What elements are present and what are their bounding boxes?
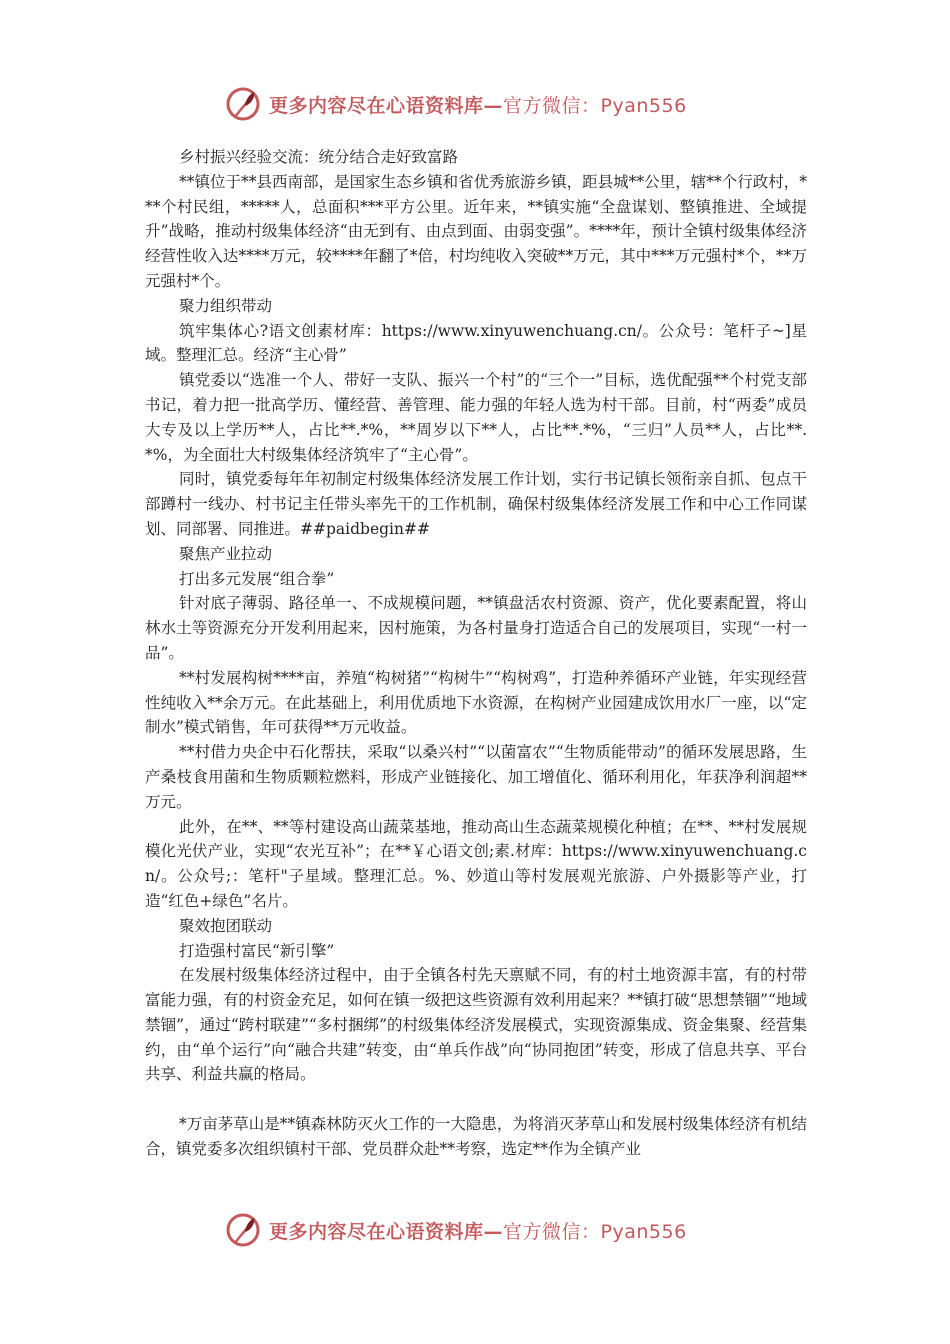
banner-brand: 更多内容尽在心语资料库 — [269, 94, 484, 117]
blank-line — [145, 1087, 807, 1112]
paragraph: 针对底子薄弱、路径单一、不成规模问题，**镇盘活农村资源、资产，优化要素配置，将山林水土等资源充分开发利用起来，因村施策，为各村量身打造适合自己的发展项目，实现“一村一品”。 — [145, 594, 807, 662]
document-title: 乡村振兴经验交流：统分结合走好致富路 — [179, 148, 459, 166]
banner-dash: — — [483, 1220, 504, 1243]
paragraph: **镇位于**县西南部，是国家生态乡镇和省优秀旅游乡镇，距县城**公里，辖**个行政村，***个村民组，*****人，总面积***平方公里。近年来，**镇实施“全盘谋划、整镇推进、全域提升”战略，推动村级集体经济“由无到有、由点到面、由弱变强”。****年，预计全镇村级集体经济经营性收入达****万元，较****年翻了*倍，村均纯收入突破**万元，其中***万元强村*个，**万元强村*个。 — [145, 172, 807, 290]
header-banner — [225, 84, 745, 124]
paragraph: 此外，在**、**等村建设高山蔬菜基地，推动高山生态蔬菜规模化种植；在**、**村发展规模化光伏产业，实现“农光互补”；在**￥心语文创;素.材库：https://www.xinyuwenchuang.cn/。公众号;：笔杆"子星域。整理汇总。%、妙道山等村发展观光旅游、户外摄影等产业，打造“红色+绿色”名片。 — [145, 817, 807, 910]
document-body — [145, 145, 807, 1162]
paragraph: 镇党委以“选准一个人、带好一支队、振兴一个村”的“三个一”目标，选优配强**个村党支部书记，着力把一批高学历、懂经营、善管理、能力强的年轻人选为村干部。目前，村“两委”成员大专及以上学历**人，占比**.*%，**周岁以下**人，占比**.*%，“三归”人员**人，占比**.*%，为全面壮大村级集体经济筑牢了“主心骨”。 — [145, 371, 807, 464]
banner-text — [269, 91, 687, 118]
paragraph: 同时，镇党委每年年初制定村级集体经济发展工作计划，实行书记镇长领衔亲自抓、包点干部蹲村一线办、村书记主任带头率先干的工作机制，确保村级集体经济发展工作和中心工作同谋划、同部署、同推进。##paidbegin## — [145, 470, 807, 538]
banner-text — [269, 1217, 687, 1244]
paragraph: **村发展构树****亩，养殖“构树猪”“构树牛”“构树鸡”，打造种养循环产业链，年实现经营性纯收入**余万元。在此基础上，利用优质地下水资源，在构树产业园建成饮用水厂一座，以“定制水”模式销售，年可获得**万元收益。 — [145, 668, 807, 737]
paragraph: 在发展村级集体经济过程中，由于全镇各村先天禀赋不同，有的村土地资源丰富，有的村带富能力强，有的村资金充足，如何在镇一级把这些资源有效利用起来？**镇打破“思想禁锢”“地域禁锢”，通过“跨村联建”“多村捆绑”的村级集体经济发展模式，实现资源集成、资金集聚、经营集约，由“单个运行”向“融合共建”转变，由“单兵作战”向“协同抱团”转变，形成了信息共享、平台共享、利益共赢的格局。 — [145, 966, 807, 1084]
paragraph: **村借力央企中石化帮扶，采取“以桑兴村”“以菌富农”“生物质能带动”的循环发展思路，生产桑枝食用菌和生物质颗粒燃料，形成产业链接化、加工增值化、循环利用化，年获净利润超**万元。 — [145, 743, 807, 811]
quill-pen-icon — [225, 1212, 261, 1248]
banner-wechat-label: 官方微信： — [503, 94, 601, 117]
section-subheading: 打造强村富民“新引擎” — [179, 941, 335, 960]
banner-wechat-id: Pyan556 — [600, 1220, 687, 1243]
section-heading: 聚效抱团联动 — [179, 916, 273, 935]
paragraph: *万亩茅草山是**镇森林防灭火工作的一大隐患，为将消灭茅草山和发展村级集体经济有机结合，镇党委多次组织镇村干部、党员群众赴**考察，选定**作为全镇产业 — [145, 1115, 807, 1158]
banner-brand: 更多内容尽在心语资料库 — [269, 1220, 484, 1243]
banner-wechat-id: Pyan556 — [600, 94, 687, 117]
footer-banner — [225, 1210, 745, 1250]
paragraph: 筑牢集体心?语文创素材库：https://www.xinyuwenchuang.cn/。公众号：笔杆子~]星域。整理汇总。经济“主心骨” — [145, 321, 807, 365]
section-heading: 聚焦产业拉动 — [179, 544, 273, 563]
banner-wechat-label: 官方微信： — [503, 1220, 601, 1243]
section-subheading: 打出多元发展“组合拳” — [179, 569, 335, 588]
quill-pen-icon — [225, 86, 261, 122]
section-heading: 聚力组织带动 — [179, 296, 273, 315]
banner-dash: — — [483, 94, 504, 117]
